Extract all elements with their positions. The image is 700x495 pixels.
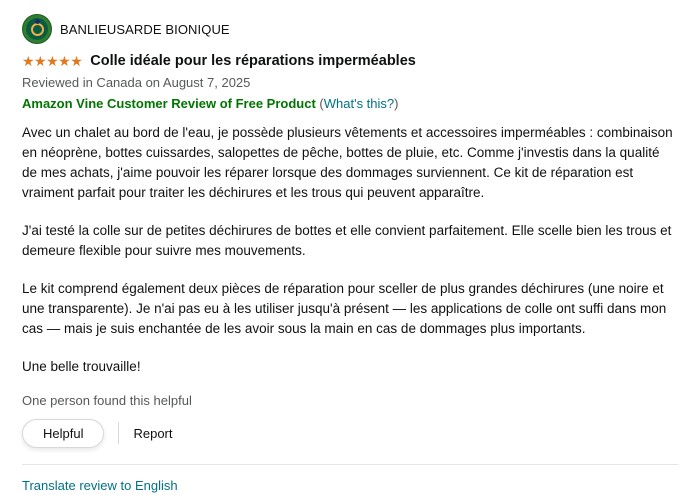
whats-this-link[interactable]: What's this?: [323, 96, 395, 111]
review-title[interactable]: Colle idéale pour les réparations imperméables: [90, 53, 416, 69]
review-paragraph-1: Avec un chalet au bord de l'eau, je possède plusieurs vêtements et accessoires imperméables : combinaison en néoprène, bottes cuissardes, salopettes de pêche, bottes de pluie, etc. Comme j'investis dans la qualité de mes achats, j'aime pouvoir les réparer lorsque des dommages surviennent. Ce kit de réparation est vraiment parfait pour traiter les déchirures et les trous qui peuvent apparaître.: [22, 125, 673, 200]
avatar-ring: [31, 23, 44, 36]
vine-badge-line: [22, 96, 678, 111]
report-link[interactable]: Report: [133, 425, 173, 441]
reviewer-name: BANLIEUSARDE BIONIQUE: [60, 21, 230, 37]
section-divider: [22, 464, 678, 465]
review-paragraph-2: J'ai testé la colle sur de petites déchirures de bottes et elle convient parfaitement. Elle scelle bien les trous et demeure flexible pour suivre mes mouvements.: [22, 222, 672, 258]
avatar-dot: [35, 19, 40, 24]
vine-hint-open-paren: (: [319, 96, 324, 111]
review-paragraph-4: Une belle trouvaille!: [22, 358, 141, 374]
vine-badge-label: Amazon Vine Customer Review of Free Product: [22, 96, 316, 111]
reviewer-profile[interactable]: [22, 14, 678, 44]
translate-review-link[interactable]: Translate review to English: [22, 477, 178, 493]
review-date-location: Reviewed in Canada on August 7, 2025: [22, 75, 251, 90]
helpful-button[interactable]: Helpful: [22, 419, 104, 448]
review-title-row: [22, 53, 678, 69]
vine-hint-close-paren: ): [394, 96, 399, 111]
helpful-count: One person found this helpful: [22, 392, 192, 408]
action-divider: [118, 422, 119, 444]
vine-hint: [319, 96, 398, 111]
avatar: [22, 14, 52, 44]
review-paragraph-3: Le kit comprend également deux pièces de réparation pour sceller de plus grandes déchirures (une noire et une transparente). Je n'ai pas eu à les utiliser jusqu'à présent — les applications de colle ont suffi dans mon cas — mais je suis enchantée de les avoir sous la main en cas de dommages plus importants.: [22, 280, 667, 336]
review-actions: [22, 419, 678, 448]
star-rating-icon[interactable]: ★★★★★: [22, 53, 83, 69]
review-body: [22, 123, 678, 377]
